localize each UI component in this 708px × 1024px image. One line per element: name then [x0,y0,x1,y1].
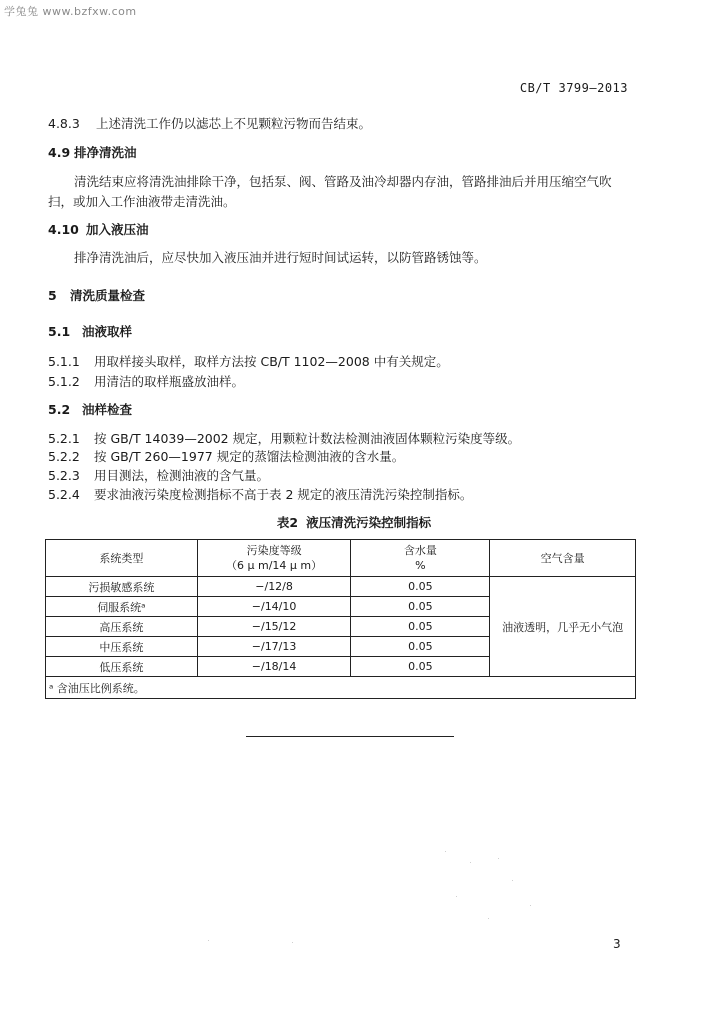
heading-number: 5 [48,288,57,303]
scan-speck [456,896,457,897]
cell-level: −/18/14 [197,657,351,677]
header-pollution-line1: 污染度等级 [246,544,302,557]
clause-text: 用取样接头取样，取样方法按 CB/T 1102—2008 中有关规定。 [94,354,449,369]
cell-system: 中压系统 [46,637,198,657]
clause-number: 5.2.4 [48,487,80,502]
header-water-line2: % [415,559,426,572]
pollution-control-table [45,539,636,699]
clause-number: 5.2.2 [48,449,80,464]
watermark: 学兔兔 www.bzfxw.com [4,5,137,18]
header-pollution-line2: （6 μ m/14 μ m） [226,559,323,572]
table-caption-number: 表2 [276,515,299,530]
cell-water: 0.05 [351,637,490,657]
header-system-type: 系统类型 [46,540,198,577]
page-number: 3 [613,937,621,951]
cell-system: 低压系统 [46,657,198,677]
heading-number: 5.2 [48,402,71,417]
scan-speck [445,851,446,852]
cell-level: −/15/12 [197,617,351,637]
heading-number: 4.10 [48,222,79,237]
header-water-content [351,540,490,577]
cell-system: 污损敏感系统 [46,577,198,597]
table-footnote: ᵃ 含油压比例系统。 [46,677,636,699]
heading-number: 4.9 [48,145,71,160]
clause-text: 上述清洗工作仍以滤芯上不见颗粒污物而告结束。 [96,116,372,131]
clause-5-2-1 [48,431,520,447]
cell-water: 0.05 [351,617,490,637]
cell-water: 0.05 [351,657,490,677]
heading-4-9 [48,145,137,161]
table-row [46,577,636,597]
header-pollution-level [197,540,351,577]
clause-text: 用目测法，检测油液的含气量。 [94,468,270,483]
header-water-line1: 含水量 [403,544,437,557]
cell-water: 0.05 [351,597,490,617]
paragraph-4-10: 排净清洗油后，应尽快加入液压油并进行短时间试运转，以防管路锈蚀等。 [74,250,487,265]
clause-number: 5.2.1 [48,431,80,446]
heading-number: 5.1 [48,324,71,339]
end-separator-line [246,736,454,737]
clause-4-8-3 [48,116,371,132]
heading-5-1 [48,324,132,340]
table-caption-title: 液压清洗污染控制指标 [306,515,432,530]
scan-speck [292,942,293,943]
clause-text: 要求油液污染度检测指标不高于表 2 规定的液压清洗污染控制指标。 [94,487,473,502]
document-id: CB/T 3799—2013 [519,81,628,95]
paragraph-4-9-line2: 扫，或加入工作油液带走清洗油。 [48,194,236,209]
cell-level: −/14/10 [197,597,351,617]
heading-title: 油样检查 [82,402,133,417]
clause-text: 按 GB/T 260—1977 规定的蒸馏法检测油液的含水量。 [94,449,405,464]
cell-system: 高压系统 [46,617,198,637]
heading-title: 油液取样 [82,324,133,339]
heading-4-10 [48,222,149,238]
scan-speck [530,905,531,906]
scan-speck [208,940,209,941]
heading-5-2 [48,402,132,418]
heading-title: 排净清洗油 [74,145,137,160]
heading-5 [48,288,145,304]
clause-number: 5.1.2 [48,374,80,389]
table-footnote-row [46,677,636,699]
cell-level: −/17/13 [197,637,351,657]
clause-number: 4.8.3 [48,116,80,131]
clause-5-1-1 [48,354,449,370]
cell-system: 伺服系统ᵃ [46,597,198,617]
cell-air-merged: 油液透明，几乎无小气泡 [490,577,636,677]
cell-level: −/12/8 [197,577,351,597]
table-header-row [46,540,636,577]
clause-5-2-4 [48,487,472,503]
clause-5-2-2 [48,449,404,465]
scan-speck [512,880,513,881]
scan-speck [498,858,499,859]
clause-number: 5.1.1 [48,354,80,369]
table-caption [0,513,708,531]
clause-text: 按 GB/T 14039—2002 规定，用颗粒计数法检测油液固体颗粒污染度等级。 [94,431,521,446]
paragraph-4-9-line1: 清洗结束应将清洗油排除干净，包括泵、阀、管路及油冷却器内存油，管路排油后并用压缩空气吹 [74,174,612,189]
heading-title: 清洗质量检查 [70,288,146,303]
heading-title: 加入液压油 [86,222,149,237]
clause-5-1-2 [48,374,244,390]
cell-water: 0.05 [351,577,490,597]
header-air-content: 空气含量 [490,540,636,577]
clause-5-2-3 [48,468,269,484]
scan-speck [470,862,471,863]
scan-speck [488,918,489,919]
clause-number: 5.2.3 [48,468,80,483]
clause-text: 用清洁的取样瓶盛放油样。 [94,374,245,389]
